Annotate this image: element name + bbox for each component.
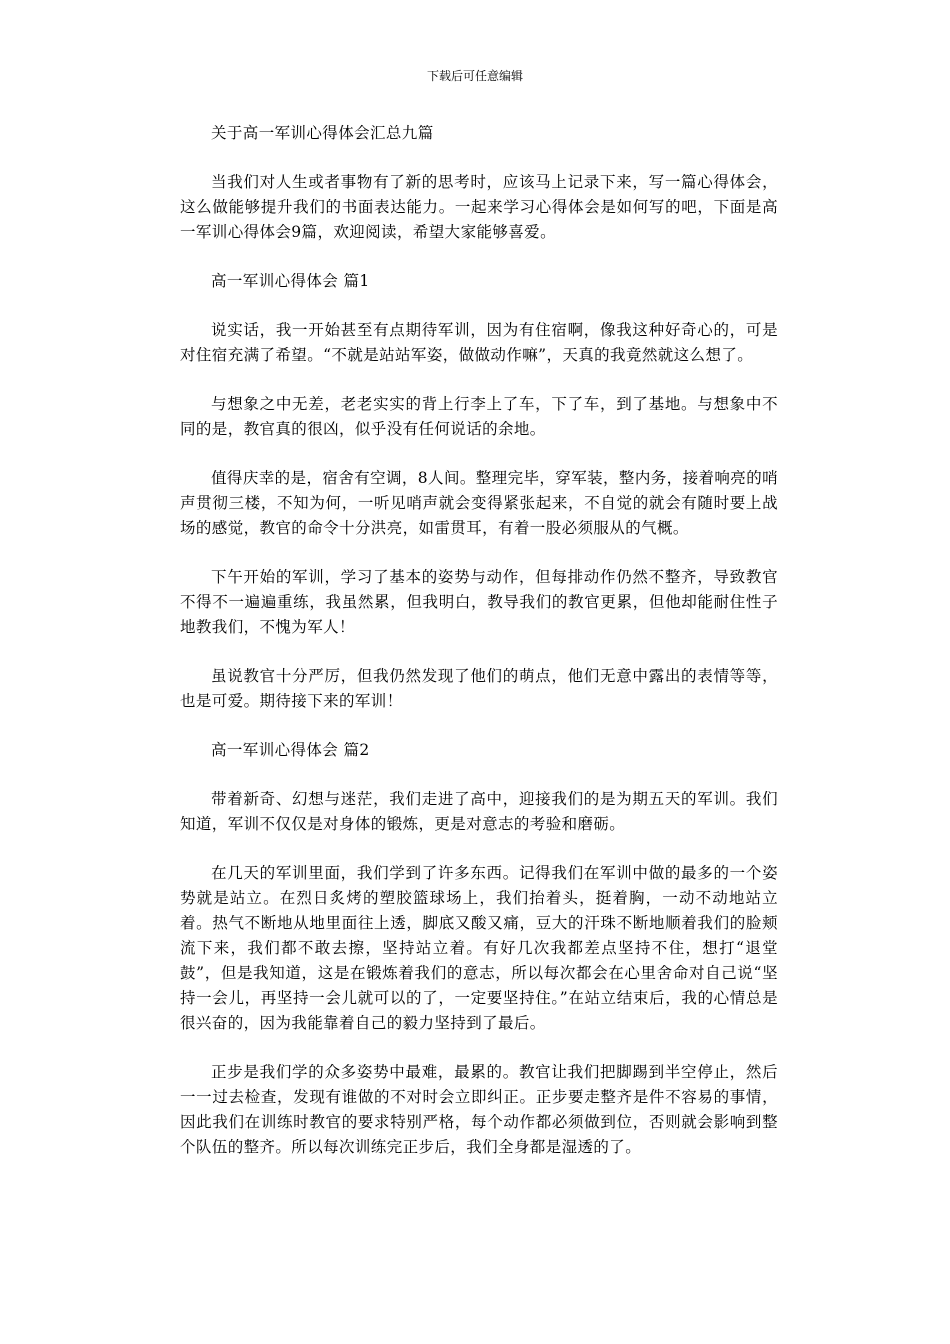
section-1-paragraph: 虽说教官十分严厉，但我仍然发现了他们的萌点，他们无意中露出的表情等等，也是可爱。期待接下来的军训！	[180, 667, 778, 710]
intro-paragraph: 当我们对人生或者事物有了新的思考时，应该马上记录下来，写一篇心得体会，这么做能够提升我们的书面表达能力。一起来学习心得体会是如何写的吧，下面是高一军训心得体会9篇，欢迎阅读，希望大家能够喜爱。	[180, 173, 778, 241]
section-1-paragraph: 与想象之中无差，老老实实的背上行李上了车，下了车，到了基地。与想象中不同的是，教官真的很凶，似乎没有任何说话的余地。	[180, 395, 778, 438]
section-1-paragraph: 值得庆幸的是，宿舍有空调，8人间。整理完毕，穿军装，整内务，接着响亮的哨声贯彻三楼，不知为何，一听见哨声就会变得紧张起来，不自觉的就会有随时要上战场的感觉，教官的命令十分洪亮，如雷贯耳，有着一股必须服从的气概。	[180, 469, 778, 537]
section-2-paragraph: 正步是我们学的众多姿势中最难，最累的。教官让我们把脚踢到半空停止，然后一一过去检查，发现有谁做的不对时会立即纠正。正步要走整齐是件不容易的事情，因此我们在训练时教官的要求特别严格，每个动作都必须做到位，否则就会影响到整个队伍的整齐。所以每次训练完正步后，我们全身都是湿透的了。	[180, 1063, 778, 1156]
section-2-paragraph: 带着新奇、幻想与迷茫，我们走进了高中，迎接我们的是为期五天的军训。我们知道，军训不仅仅是对身体的锻炼，更是对意志的考验和磨砺。	[180, 790, 778, 833]
section-1-paragraph: 下午开始的军训，学习了基本的姿势与动作，但每排动作仍然不整齐，导致教官不得不一遍遍重练，我虽然累，但我明白，教导我们的教官更累，但他却能耐住性子地教我们，不愧为军人！	[180, 568, 778, 636]
document-body	[180, 121, 778, 1184]
section-1-heading: 高一军训心得体会 篇1	[211, 272, 370, 290]
section-1-paragraph: 说实话，我一开始甚至有点期待军训，因为有住宿啊，像我这种好奇心的，可是对住宿充满了希望。“不就是站站军姿，做做动作嘛”，天真的我竟然就这么想了。	[180, 321, 778, 364]
download-note: 下载后可任意编辑	[426, 69, 523, 83]
section-2-heading: 高一军训心得体会 篇2	[211, 741, 370, 759]
section-2-paragraph: 在几天的军训里面，我们学到了许多东西。记得我们在军训中做的最多的一个姿势就是站立。在烈日炙烤的塑胶篮球场上，我们抬着头，挺着胸，一动不动地站立着。热气不断地从地里面往上透，脚底又酸又痛，豆大的汗珠不断地顺着我们的脸颊流下来，我们都不敢去擦，坚持站立着。有好几次我都差点坚持不住，想打“退堂鼓”，但是我知道，这是在锻炼着我们的意志，所以每次都会在心里舍命对自己说“坚持一会儿，再坚持一会儿就可以的了，一定要坚持住。”在站立结束后，我的心情总是很兴奋的，因为我能靠着自己的毅力坚持到了最后。	[180, 864, 778, 1032]
document-title: 关于高一军训心得体会汇总九篇	[211, 124, 434, 142]
